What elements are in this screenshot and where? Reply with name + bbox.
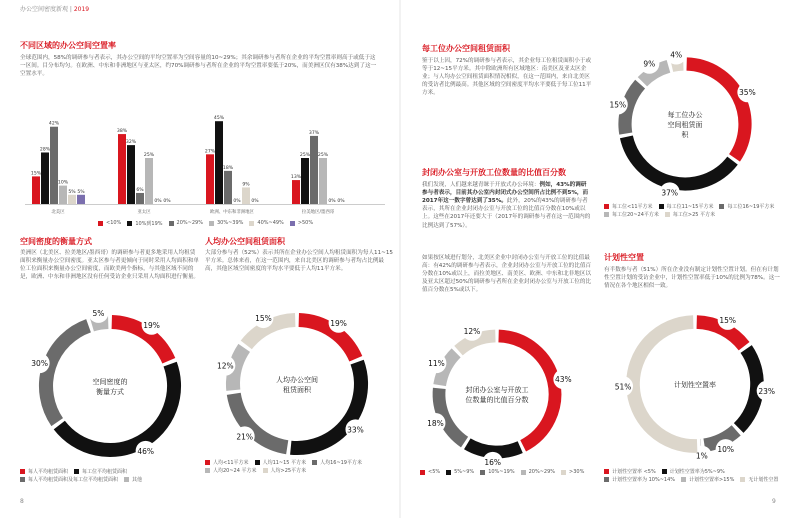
legend-swatch <box>127 221 132 226</box>
donut-slice-label: 9% <box>643 59 656 69</box>
legend-swatch <box>604 212 609 217</box>
donut-slice <box>467 444 520 452</box>
legend-item <box>665 211 715 218</box>
bar-value-label: 5% <box>77 189 85 195</box>
donut-slice <box>59 364 174 450</box>
legend-swatch <box>681 477 686 482</box>
donut-per-person-area <box>205 302 390 468</box>
donut-slice-label: 10% <box>717 445 734 455</box>
legend-item <box>205 459 249 466</box>
legend-item <box>98 220 121 226</box>
s5-body-1: 我们发现，人们越来越青睐于开放式办公环境： <box>422 182 540 188</box>
donut-slice-label: 30% <box>31 359 48 369</box>
donut-slice-label: 15% <box>719 315 737 325</box>
donut-per-workstation-area <box>580 44 790 204</box>
bar <box>301 158 309 204</box>
donut-slice-label: 46% <box>137 446 154 456</box>
s2-title: 空间密度的衡量方式 <box>20 237 92 246</box>
legend-swatch <box>290 221 295 226</box>
legend-label: 每工位16~19平方米 <box>727 204 775 210</box>
legend-item <box>169 220 203 226</box>
legend-swatch <box>255 460 260 465</box>
donut-slice-label: 33% <box>347 425 364 435</box>
bar-value-label: 15% <box>30 171 42 177</box>
s4-body: 鉴于以上因，72%的调研参与者表示，其企业每工位租赁面积小于或等于12~15平方米。其中除欧洲所有区域地区：南美区及亚太区企业；与人均办公空间租赁面积情况相似，在这一范围内，来自北美区的受访者比例最高。其他区域的空间密度平均水平要低于每工位11平方米。 <box>422 58 592 97</box>
bar-chart <box>20 92 390 228</box>
legend-label: >30% <box>569 469 585 475</box>
donut-slice <box>626 137 732 184</box>
legend-per-workstation-area <box>604 203 794 219</box>
bar <box>242 187 250 204</box>
legend-item <box>249 220 283 226</box>
donut-slice-label: 15% <box>609 100 627 110</box>
bar-category-label: 拉美地区/墨西哥 <box>301 210 335 215</box>
bar <box>310 136 318 204</box>
page-header <box>20 4 89 13</box>
legend-item <box>290 220 313 226</box>
legend-item <box>312 459 362 466</box>
donut-slice-label: 12% <box>463 326 481 336</box>
donut-slice-label: 5% <box>92 308 105 318</box>
legend-swatch <box>312 460 317 465</box>
legend-label: 每工位<11平方米 <box>612 204 653 210</box>
donut-center-title: 封闭办公室与开放工 <box>465 386 529 394</box>
legend-item <box>659 203 714 210</box>
donut-slice-label: 16% <box>484 457 502 467</box>
legend-item <box>604 476 675 483</box>
bar-value-label: 10% <box>57 180 69 186</box>
bar-legend <box>98 220 388 228</box>
s1-body: 全球范围内，58%的调研参与者表示，其办公空间的平均空置率为空间容量的10~29%；其余调研参与者所在企业的平均空置率则高于或低于这一区间。目分布均匀。在欧洲、中东和非洲地区与亚太区，约70%调研参与者所在企业的平均空置率要低于20%，而美洲区仅有38%达到了这一空置水平。 <box>20 55 377 78</box>
legend-label: 10%~19% <box>488 469 515 475</box>
bar-value-label: 6% <box>136 187 144 193</box>
donut-center-title: 租赁面积 <box>283 386 311 394</box>
legend-label: 无计划性空置 <box>748 477 779 483</box>
donut-slice-label: 12% <box>216 361 234 371</box>
page-number-left: 8 <box>20 498 24 505</box>
legend-swatch <box>20 469 25 474</box>
bar-value-label: 0% <box>154 199 162 204</box>
bar-value-label: 0% <box>328 199 336 204</box>
donut-slice-label: 11% <box>428 359 445 369</box>
s5-body-2: 而2017年这一数字曾达到了35%。 <box>422 190 589 205</box>
bar <box>206 154 214 204</box>
bar <box>319 158 327 204</box>
donut-slice-label: 4% <box>670 50 683 60</box>
legend-label: 人均>25平方米 <box>270 468 307 474</box>
bar-category-label: 亚太区 <box>137 210 151 215</box>
legend-label: >50% <box>297 220 314 226</box>
legend-swatch <box>604 204 609 209</box>
legend-item <box>255 459 307 466</box>
bar-value-label: 37% <box>308 130 320 136</box>
bar <box>215 121 223 204</box>
bar <box>32 176 40 204</box>
legend-label: 40%~49% <box>257 220 284 226</box>
legend-swatch <box>665 212 670 217</box>
donut-slice-label: 15% <box>255 314 272 324</box>
s6-body: 有半数参与者（51%）所在企业没有制定计划性空置计划。但在有计划性空置计划的受访企业中，计划性空置率低于10%的比例为78%。这一情况在各个地区相似一致。 <box>604 267 780 290</box>
legend-item <box>681 476 734 483</box>
bar-value-label: 0% <box>251 199 259 204</box>
legend-label: 每工位平均租赁面积 <box>82 469 128 475</box>
legend-label: <10% <box>106 220 122 226</box>
legend-swatch <box>74 469 79 474</box>
bar-value-label: 25% <box>143 153 155 158</box>
donut-density-method <box>20 302 200 468</box>
legend-label: 其他 <box>132 477 143 483</box>
bar <box>292 180 300 204</box>
donut-center-title: 衡量方式 <box>96 388 124 396</box>
donut-office-ratio <box>405 318 595 468</box>
legend-swatch <box>124 477 129 482</box>
legend-item <box>74 468 127 475</box>
legend-swatch <box>205 468 210 473</box>
legend-item <box>127 220 162 227</box>
donut-slice <box>46 326 89 422</box>
page-number-right: 9 <box>772 498 776 505</box>
legend-label: 人均11~15 平方米 <box>262 460 307 466</box>
legend-swatch <box>561 470 566 475</box>
bar-value-label: 42% <box>48 121 60 127</box>
page-gutter <box>399 0 401 518</box>
donut-planned-vacancy <box>600 304 790 464</box>
legend-swatch <box>719 204 724 209</box>
legend-label: 每人平均租赁面积及每工位平均租赁面积 <box>28 477 119 483</box>
legend-label: 30%~39% <box>216 220 244 226</box>
donut-slice-label: 1% <box>695 451 708 461</box>
bar-category-label: 北美区 <box>51 210 65 215</box>
bar <box>41 152 49 204</box>
legend-swatch <box>249 221 254 226</box>
legend-per-person-area <box>205 459 395 475</box>
bar-value-label: 25% <box>299 153 311 158</box>
legend-label: 每工位20~24平方米 <box>612 212 659 218</box>
legend-swatch <box>20 477 25 482</box>
legend-swatch <box>521 470 526 475</box>
donut-slice <box>625 84 640 133</box>
bar-value-label: 18% <box>222 165 234 171</box>
legend-density-method <box>20 468 200 484</box>
s4-title: 每工位办公空间租赁面积 <box>422 44 510 53</box>
bar <box>127 145 135 204</box>
legend-item <box>20 468 68 475</box>
legend-item <box>209 220 243 226</box>
legend-swatch <box>209 221 214 226</box>
bar-value-label: 13% <box>290 175 302 181</box>
header-text: 办公空间密度新观 | <box>20 6 74 13</box>
legend-swatch <box>480 470 485 475</box>
legend-item <box>205 467 257 474</box>
legend-label: 计划性空置率 <5% <box>612 469 656 475</box>
donut-center-title: 位数量的比值百分数 <box>465 396 529 404</box>
legend-label: 20%~29% <box>176 220 203 226</box>
bar <box>50 127 58 204</box>
legend-swatch <box>604 477 609 482</box>
legend-label: 每工位>25 平方米 <box>672 212 716 218</box>
legend-item <box>604 468 656 475</box>
legend-swatch <box>662 469 667 474</box>
legend-item <box>124 476 142 483</box>
legend-label: 计划性空置率为 10%~14% <box>612 477 676 483</box>
s2-body: 美洲区（北美区、拉美地区/墨西哥）的调研参与者更多地采用人均租赁面积来衡量办公空间密度。亚太区参与者更倾向于同时采用人均面积和单位工位面积来衡量办公空间密度，而欧美两个指标，与其他区域不同的是，欧洲、中东和非洲地区没有任何受访企业只采用人均面积进行衡量。 <box>20 250 200 281</box>
donut-slice-label: 23% <box>758 386 776 396</box>
legend-swatch <box>420 470 425 475</box>
legend-label: 10%到19% <box>135 221 163 227</box>
legend-planned-vacancy <box>604 468 794 484</box>
s5-title: 封闭办公室与开放工位数量的比值百分数 <box>422 168 566 177</box>
s3-title: 人均办公空间租赁面积 <box>205 237 285 246</box>
legend-label: 计划性空置率为5%~9% <box>669 469 725 475</box>
bar-value-label: 5% <box>68 189 76 195</box>
bar <box>145 158 153 204</box>
legend-swatch <box>263 468 268 473</box>
bar-value-label: 0% <box>337 199 345 204</box>
legend-item <box>662 468 725 475</box>
donut-slice-label: 37% <box>661 188 679 198</box>
bar <box>224 171 232 204</box>
bar-value-label: 0% <box>163 199 171 204</box>
legend-office-ratio <box>420 469 600 477</box>
legend-swatch <box>205 460 210 465</box>
bar <box>68 195 76 204</box>
bar-value-label: 9% <box>242 182 250 188</box>
s1-title: 不同区域的办公空间空置率 <box>20 41 116 50</box>
legend-item <box>446 469 474 475</box>
donut-slice <box>739 349 757 428</box>
donut-center-title: 人均办公空间 <box>276 376 318 384</box>
bar-value-label: 45% <box>213 116 225 122</box>
legend-label: <5% <box>428 469 441 475</box>
donut-center-title: 每工位办公 <box>667 111 703 119</box>
header-year: 2019 <box>73 6 90 13</box>
legend-item <box>20 476 118 483</box>
legend-swatch <box>446 470 451 475</box>
donut-slice-label: 19% <box>143 320 160 330</box>
bar <box>118 134 126 204</box>
s5-body-4: 如果按区域进行划分，北美区企业中封闭办公室与开放工位的比值最高：有42%的调研参与者表示，企业封闭办公室与开放工位的比值百分数在10%或以上，而拉美地区、南美区、欧洲、中东和北非地区以及亚太区超过50%的调研参与者所在企业封闭办公室与开放工位的比值百分数在5%或以下。 <box>422 255 592 294</box>
legend-label: 人均<11平方米 <box>213 460 249 466</box>
bar-value-label: 32% <box>125 140 137 146</box>
s6-title: 计划性空置 <box>604 253 644 262</box>
donut-center-title: 空间租赁面 <box>667 121 703 129</box>
legend-swatch <box>98 221 103 226</box>
legend-label: 计划性空置率>15% <box>689 477 735 483</box>
donut-center-title: 积 <box>681 131 689 139</box>
legend-item <box>521 469 555 475</box>
legend-item <box>604 211 659 218</box>
donut-center-title: 空间密度的 <box>92 378 128 386</box>
legend-swatch <box>740 477 745 482</box>
legend-item <box>480 469 514 475</box>
donut-slice-label: 51% <box>614 382 632 392</box>
legend-item <box>740 476 778 483</box>
donut-slice <box>439 388 465 442</box>
bar-value-label: 28% <box>39 147 51 153</box>
donut-slice-label: 35% <box>739 88 756 98</box>
s5-body-1b: 例如，43%的调研参与者表示，目前其办公室内封闭式办公空间所占比例不到5%， <box>422 182 587 197</box>
donut-slice-label: 19% <box>330 318 347 328</box>
bar-category-label: 欧洲、中东和非洲地区 <box>210 210 254 215</box>
legend-label: 人均20~24 平方米 <box>213 468 257 474</box>
legend-label: 每人平均租赁面积 <box>28 469 69 475</box>
bar-value-label: 27% <box>204 149 216 155</box>
legend-label: 5%~9% <box>454 469 475 475</box>
bar-value-label: 0% <box>233 199 241 204</box>
bar <box>77 195 85 204</box>
legend-item <box>604 203 653 210</box>
bar-value-label: 25% <box>317 153 329 158</box>
s3-body: 大部分参与者（52%）表示其所在企业办公空间人均租赁面积为每人11~15平方米。总体来看，在这一范围内，来自北美区的调研参与者均占比例最高，其他区域空间密度的平均水平要低于人均11平方米。 <box>205 250 393 273</box>
legend-swatch <box>659 204 664 209</box>
donut-slice-label: 43% <box>555 375 572 385</box>
legend-item <box>263 467 307 474</box>
legend-label: 20%~29% <box>528 469 556 475</box>
donut-center-title: 计划性空置率 <box>674 381 716 389</box>
legend-swatch <box>604 469 609 474</box>
legend-item <box>561 469 584 475</box>
donut-slice-label: 21% <box>236 432 254 442</box>
s5-body <box>422 181 592 230</box>
bar-value-label: 38% <box>116 129 128 135</box>
legend-swatch <box>169 221 174 226</box>
bar <box>136 193 144 204</box>
legend-label: 人均16~19平方米 <box>320 460 362 466</box>
legend-item <box>420 469 440 475</box>
donut-slice-label: 18% <box>427 418 444 428</box>
bar <box>59 186 67 204</box>
legend-label: 每工位11~15平方米 <box>666 204 714 210</box>
s5-body-3: 此外，20%的43%的调研参与者表示，其所在企业封闭办公室与开放工位的比值百分数在10%或以上。这些在2017年还要大于（2017年的调研参与者在这一范围内的比例达到了57%）。 <box>422 198 591 229</box>
legend-item <box>719 203 774 210</box>
